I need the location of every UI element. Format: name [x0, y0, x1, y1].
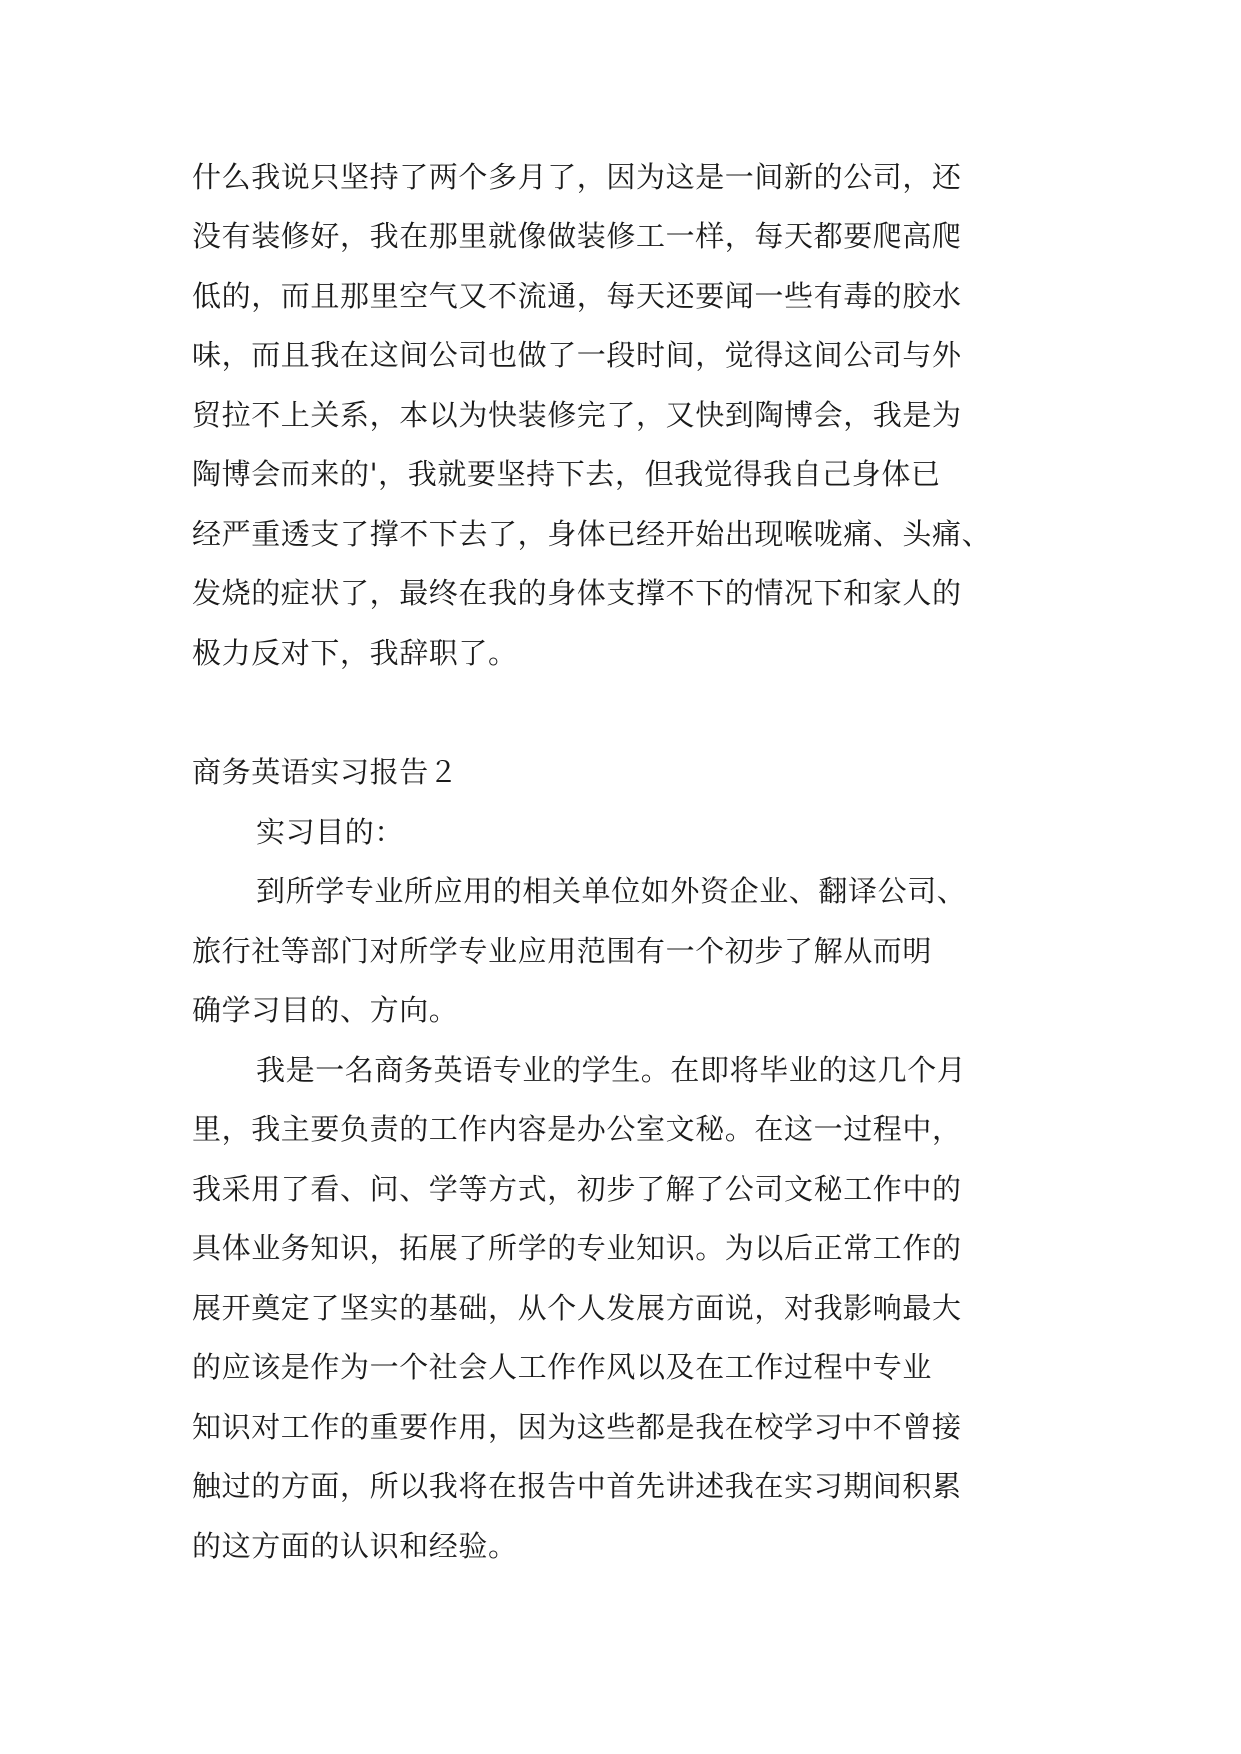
paragraph-line: 具体业务知识，拓展了所学的专业知识。为以后正常工作的: [192, 1231, 962, 1265]
paragraph-line: 的应该是作为一个社会人工作作风以及在工作过程中专业: [192, 1350, 933, 1384]
paragraph-line: 低的，而且那里空气又不流通，每天还要闻一些有毒的胶水: [192, 279, 962, 313]
paragraph-line: 发烧的症状了，最终在我的身体支撑不下的情况下和家人的: [192, 576, 962, 610]
paragraph-line: 里，我主要负责的工作内容是办公室文秘。在这一过程中，: [192, 1112, 962, 1146]
paragraph-line: 触过的方面，所以我将在报告中首先讲述我在实习期间积累: [192, 1469, 962, 1503]
paragraph-line: 到所学专业所应用的相关单位如外资企业、翻译公司、: [256, 874, 967, 908]
paragraph-line: 知识对工作的重要作用，因为这些都是我在校学习中不曾接: [192, 1410, 962, 1444]
paragraph-line: 没有装修好，我在那里就像做装修工一样，每天都要爬高爬: [192, 219, 962, 253]
paragraph-line: 极力反对下，我辞职了。: [192, 636, 518, 670]
paragraph-line: 什么我说只坚持了两个多月了，因为这是一间新的公司，还: [192, 160, 962, 194]
paragraph-line: 味，而且我在这间公司也做了一段时间，觉得这间公司与外: [192, 338, 962, 372]
paragraph-line: 确学习目的、方向。: [192, 993, 459, 1027]
paragraph-line: 贸拉不上关系，本以为快装修完了，又快到陶博会，我是为: [192, 398, 962, 432]
paragraph-line: 的这方面的认识和经验。: [192, 1529, 518, 1563]
purpose-label: 实习目的：: [256, 815, 405, 849]
paragraph-line: 展开奠定了坚实的基础，从个人发展方面说，对我影响最大: [192, 1291, 962, 1325]
paragraph-line: 旅行社等部门对所学专业应用范围有一个初步了解从而明: [192, 934, 933, 968]
paragraph-line: 我采用了看、问、学等方式，初步了解了公司文秘工作中的: [192, 1172, 962, 1206]
paragraph-line: 我是一名商务英语专业的学生。在即将毕业的这几个月: [256, 1053, 967, 1087]
paragraph-line: 经严重透支了撑不下去了，身体已经开始出现喉咙痛、头痛、: [192, 517, 992, 551]
paragraph-line: 陶博会而来的'，我就要坚持下去，但我觉得我自己身体已: [192, 457, 941, 491]
section-title: 商务英语实习报告２: [192, 755, 459, 789]
